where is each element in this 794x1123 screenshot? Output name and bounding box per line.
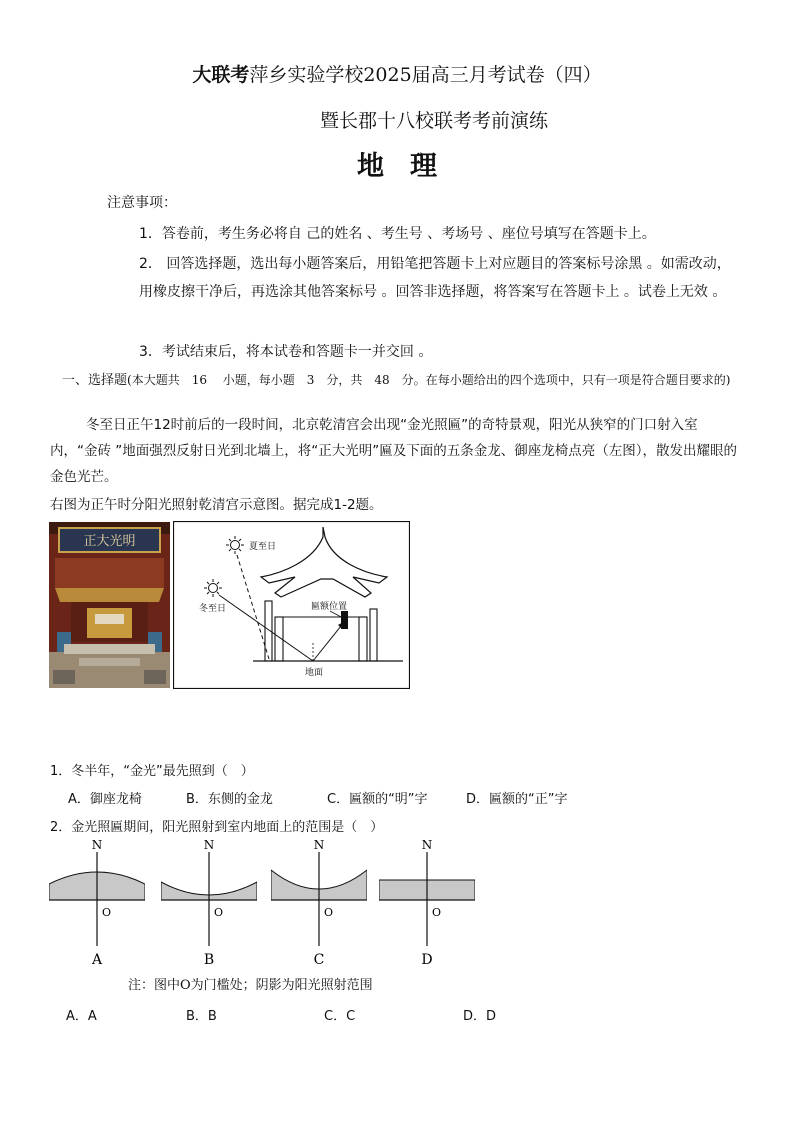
panel-letter: B [203,952,215,968]
q1-option-d[interactable]: D．匾额的“正”字 [466,792,568,807]
palace-interior-illustration [49,522,170,688]
q2-option-b[interactable]: B．B [186,1009,217,1024]
label-summer-solstice: 夏至日 [249,542,277,552]
q1-option-a[interactable]: A．御座龙椅 [68,792,142,807]
q2-panel-b [161,838,257,972]
section-desc: (本大题共 16 小题，每小题 3 分，共 48 分。在每小题给出的四个选项中，只有一项是符合题目要求的) [127,373,731,387]
section-heading [62,372,752,389]
passage-text: 冬至日正午12时前后的一段时间，北京乾清宫会出现“金光照匾”的奇特景观，阳光从狭窄的门口射入室内，“金砖 ”地面强烈反射日光到北墙上，将“正大光明”匾及下面的五条金龙、御座龙椅点亮（左图），散发出耀眼的金色光芒。 [50,417,738,485]
title-bold-prefix: 大联考 [192,64,250,86]
passage-intro: 右图为正午时分阳光照射乾清宫示意图。据完成1-2题。 [50,497,383,513]
figure-note: 注：图中O为门槛处；阴影为阳光照射范围 [128,978,373,993]
subject-title: 地理 [357,151,463,182]
label-ground: 地面 [305,668,324,678]
q2-option-d[interactable]: D．D [463,1009,497,1024]
q1-option-b[interactable]: B．东侧的金龙 [186,792,273,807]
panel-letter: C [313,952,325,968]
question-2-stem: 2．金光照匾期间，阳光照射到室内地面上的范围是（ ） [50,820,384,835]
q2-panel-a [49,838,145,972]
north-label: N [91,838,103,852]
plaque-text: 正大光明 [83,534,136,549]
panel-letter: D [421,952,433,968]
q1-option-c[interactable]: C．匾额的“明”字 [327,792,428,807]
title-rest: 萍乡实验学校2025届高三月考试卷（四） [249,64,602,86]
sunlight-diagram [173,521,410,689]
label-plaque-position: 匾额位置 [311,602,348,612]
origin-label: O [102,906,112,919]
panel-letter: A [91,952,103,968]
north-label: N [421,838,433,852]
exam-subtitle: 暨长郡十八校联考考前演练 [320,110,549,132]
section-label: 一、选择题 [62,373,128,388]
origin-label: O [432,906,442,919]
question-1-stem: 1．冬半年，“金光”最先照到（ ） [50,764,254,779]
notice-item-3: 3．考试结束后，将本试卷和答题卡一并交回 。 [139,344,433,360]
exam-title [0,60,794,87]
north-label: N [203,838,215,852]
q2-option-a[interactable]: A．A [66,1009,97,1024]
origin-label: O [324,906,334,919]
origin-label: O [214,906,224,919]
sunlight-diagram-svg [173,521,410,689]
palace-photo [49,522,170,688]
notice-item-1: 1．答卷前，考生务必将自 己的姓名 、考生号 、考场号 、座位号填写在答题卡上。 [139,226,656,242]
north-label: N [313,838,325,852]
label-winter-solstice: 冬至日 [199,604,227,614]
q2-panel-d [379,838,475,972]
q2-option-c[interactable]: C．C [324,1009,356,1024]
q2-panel-c [271,838,367,972]
notice-item-2: 2． 回答选择题，选出每小题答案后，用铅笔把答题卡上对应题目的答案标号涂黑 。如需改动，用橡皮擦干净后，再选涂其他答案标号 。回答非选择题，将答案写在答题卡上 。试卷上无效 。 [139,256,731,300]
notice-heading: 注意事项： [107,195,177,211]
